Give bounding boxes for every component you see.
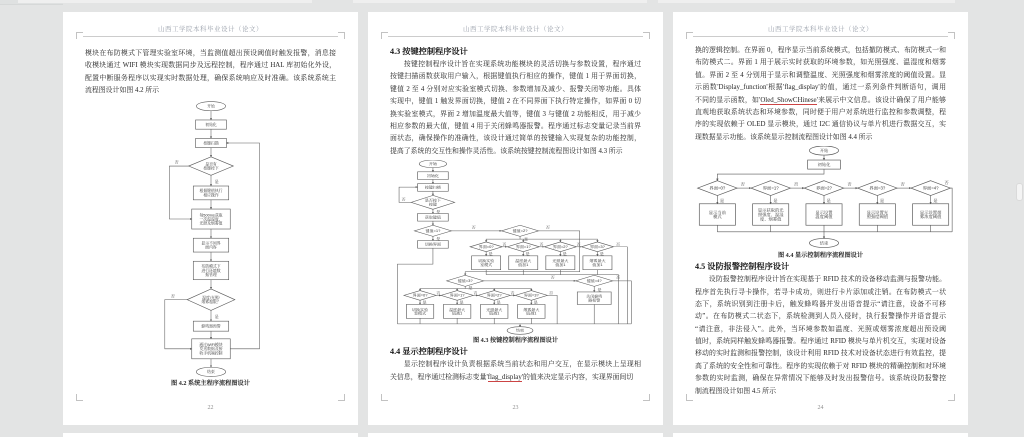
- svg-text:根据键值执行相应操作: 根据键值执行相应操作: [199, 188, 222, 197]
- svg-text:界面=0?: 界面=0?: [709, 185, 726, 191]
- body-line: 相应参数的最大值，键值 4 用于关闭蜂鸣器报警。程序通过标志变量记录当前界: [390, 122, 641, 130]
- svg-text:界面=1?: 界面=1?: [515, 245, 531, 250]
- svg-text:是否按下按键: 是否按下按键: [424, 199, 441, 207]
- svg-text:显示设置烟雾浓度阈值: 显示设置烟雾浓度阈值: [919, 209, 942, 220]
- svg-text:是: 是: [533, 301, 538, 305]
- svg-text:是: 是: [467, 286, 472, 291]
- svg-text:否: 否: [509, 291, 514, 296]
- body-line: 态下，系统识别到注册卡后，触发蜂鸣器并发出语音提示“请注意，设备不可移: [695, 300, 946, 308]
- svg-text:界面=2?: 界面=2?: [486, 294, 502, 298]
- page-24[interactable]: [673, 12, 968, 425]
- previous-row-page-strip: [18, 0, 312, 3]
- svg-text:初始化: 初始化: [426, 174, 439, 178]
- body-line: 模块在布防模式下管理实验室环境，当监测值超出预设阈值时触发报警，消息接: [85, 50, 336, 57]
- body-line: 高了系统的安全性和可靠性。程序的实现依赖于对 RFID 模块的精确控制和对环境: [695, 362, 946, 370]
- svg-text:是: 是: [214, 179, 219, 184]
- body-line: 换实验室模式，界面 2 增加温度最大值等，键值 3 与键值 2 功能相反，用于减少: [390, 110, 641, 118]
- page-header: 山西工学院本科毕业设计（论文）: [693, 26, 948, 37]
- svg-text:是: 是: [773, 198, 778, 204]
- svg-text:初始化: 初始化: [204, 122, 217, 127]
- svg-text:按键扫描: 按键扫描: [202, 140, 219, 145]
- svg-text:切换实验室模式: 切换实验室模式: [411, 308, 428, 316]
- svg-text:界面=2?: 界面=2?: [816, 185, 832, 191]
- svg-text:通过WIFI模块发送数据及接收手机端控制: 通过WIFI模块发送数据及接收手机端控制: [198, 342, 223, 355]
- body-line: 直观地获取系统状态和环境参数，同时便于用户对系统进行监控和参数调整，程: [695, 108, 946, 116]
- svg-text:否: 否: [944, 180, 949, 186]
- body-line: 移动的实时监测和报警控制，该设计利用 RFID 技术对设备状态进行有效监控，提: [695, 350, 946, 358]
- body-line: 显示控制程序设计负责根据系统当前状态和用户交互，在显示模块上呈现相: [403, 361, 641, 369]
- svg-text:是: 是: [523, 237, 528, 242]
- body-line: [390, 372, 641, 384]
- svg-text:否: 否: [793, 181, 799, 187]
- svg-text:初始化: 初始化: [817, 162, 831, 168]
- svg-text:是: 是: [525, 252, 530, 257]
- body-text: '的值，通过一系列条件判断语句，调用: [818, 84, 946, 92]
- svg-text:切换界面: 切换界面: [424, 242, 441, 247]
- svg-text:是: 是: [596, 288, 601, 293]
- svg-text:键值=1?: 键值=1?: [425, 229, 440, 234]
- body-line: 面状态，确保操作的准确性，该设计通过简单的按键输入实现复杂的功能控制，: [390, 135, 641, 143]
- svg-text:是: 是: [435, 210, 440, 214]
- svg-text:否: 否: [174, 160, 179, 165]
- page-header: 山西工学院本科毕业设计（论文）: [83, 26, 338, 37]
- page-22[interactable]: [63, 12, 358, 425]
- svg-text:否: 否: [545, 226, 550, 230]
- svg-text:否: 否: [435, 291, 440, 296]
- svg-text:否: 否: [900, 181, 905, 187]
- margin-mark-icon: [76, 394, 83, 401]
- svg-text:否: 否: [471, 226, 476, 230]
- margin-mark-icon: [338, 394, 345, 401]
- body-line: 布防模式二。界面 1 用于展示实时获取的环境参数，如光照强度、温湿度和烟雾: [695, 59, 946, 67]
- previous-row-page-strip: [658, 0, 955, 3]
- svg-text:是: 是: [599, 252, 604, 257]
- page-number: 22: [207, 405, 214, 411]
- svg-text:显示当前模式: 显示当前模式: [708, 209, 726, 220]
- svg-text:结束: 结束: [206, 369, 215, 374]
- svg-text:切换实验室模式: 切换实验室模式: [477, 259, 494, 267]
- page-content: [390, 45, 641, 384]
- figure-4-3-key-control-flowchart: [390, 160, 641, 335]
- svg-text:键值=2?: 键值=2?: [512, 229, 527, 234]
- svg-text:显示不同界面内容: 显示不同界面内容: [200, 241, 221, 250]
- svg-text:蜂鸣器预警: 蜂鸣器预警: [200, 324, 221, 329]
- svg-text:每500ms获取一次温湿度、光照及烟雾值: 每500ms获取一次温湿度、光照及烟雾值: [198, 212, 223, 226]
- svg-text:界面=1?: 界面=1?: [762, 185, 779, 191]
- svg-text:界面=2?: 界面=2?: [552, 245, 568, 250]
- margin-mark-icon: [338, 32, 345, 39]
- svg-text:烟雾最大值加1: 烟雾最大值加1: [588, 259, 605, 267]
- page-number: 23: [512, 405, 519, 411]
- next-row-page-strip: [63, 433, 358, 437]
- svg-text:开始: 开始: [819, 148, 829, 154]
- section-heading-4-3: 4.3 按键控制程序设计: [390, 47, 468, 56]
- margin-mark-icon: [381, 394, 388, 401]
- svg-text:否: 否: [548, 291, 553, 296]
- body-line: 流程图设计如图 4.2 所示: [85, 87, 160, 95]
- vertical-scrollbar-thumb[interactable]: [1016, 183, 1023, 201]
- svg-text:是否有按键按下: 是否有按键按下: [202, 161, 219, 171]
- page-number: 24: [817, 405, 824, 411]
- code-token: flag_display: [784, 84, 819, 92]
- svg-text:界面=0?: 界面=0?: [478, 245, 494, 250]
- svg-text:是: 是: [879, 198, 885, 204]
- svg-text:是: 是: [562, 252, 567, 257]
- svg-text:界面=0?: 界面=0?: [412, 294, 427, 298]
- margin-mark-icon: [948, 394, 955, 401]
- svg-text:是: 是: [719, 198, 725, 204]
- svg-text:是: 是: [826, 198, 831, 204]
- svg-text:光照最大值加1: 光照最大值加1: [551, 259, 568, 267]
- margin-mark-icon: [643, 394, 650, 401]
- svg-text:烟雾最大值减1: 烟雾最大值减1: [522, 308, 539, 316]
- svg-text:是: 是: [933, 198, 938, 204]
- body-line: 按键扫描函数获取用户输入，根据键值执行相应的操作，键值 1 用于界面切换，: [390, 73, 641, 81]
- page-content: [85, 48, 336, 388]
- svg-text:键值=4?: 键值=4?: [586, 279, 602, 284]
- svg-text:否: 否: [501, 242, 506, 247]
- svg-text:显示获取的光照强度、温湿度、烟雾值: 显示获取的光照强度、温湿度、烟雾值: [757, 207, 784, 222]
- body-line: “请注意，非法侵入”。此外，当环境参数如温度、光照或烟雾浓度超出预设阈: [695, 325, 946, 333]
- body-line: 实现中，键值 1 触发界面切换，键值 2 在不同界面下执行特定操作，如界面 0 切: [390, 98, 641, 106]
- svg-text:否: 否: [550, 276, 555, 280]
- margin-mark-icon: [686, 394, 693, 401]
- figure-4-3-caption: 图 4.3 按键控制程序流程图设计: [472, 337, 559, 345]
- body-line: 收模块通过 WIFI 模块实现数据同步及远程控制，程序通过 HAL 库初始化外设，: [85, 62, 336, 70]
- figure-4-2-main-flowchart: [85, 100, 336, 378]
- body-line: 制流程图设计如图 4.5 所示: [695, 387, 776, 395]
- body-line: 值。界面 2 至 4 分别用于显示和调整温度、光照强度和烟雾浓度的阈值设置。显: [695, 71, 946, 79]
- body-text: '来展示中文信息。该设计确保了用户能够: [816, 96, 946, 104]
- body-text: '根据': [766, 84, 785, 92]
- svg-text:关闭蜂鸣器报警: 关闭蜂鸣器报警: [585, 294, 602, 303]
- svg-text:开始: 开始: [428, 162, 437, 167]
- svg-text:按键扫描: 按键扫描: [424, 186, 441, 190]
- svg-text:温度最大值减1: 温度最大值减1: [448, 308, 465, 316]
- body-text: '的值来决定显示内容，实现界面间切: [521, 373, 634, 381]
- margin-mark-icon: [686, 32, 693, 39]
- svg-text:界面=1?: 界面=1?: [449, 294, 465, 298]
- margin-mark-icon: [381, 32, 388, 39]
- spellcheck-flagged-token: Oled_ShowCHinese: [760, 96, 817, 104]
- svg-text:布防模式下进行环境数据管理: 布防模式下进行环境数据管理: [200, 264, 221, 277]
- section-heading-4-4: 4.4 显示控制程序设计: [390, 347, 468, 357]
- margin-mark-icon: [643, 32, 650, 39]
- svg-text:否: 否: [575, 242, 581, 247]
- margin-mark-icon: [76, 32, 83, 39]
- svg-text:否: 否: [847, 181, 852, 187]
- svg-text:结束: 结束: [819, 240, 829, 246]
- page-content: [695, 45, 949, 398]
- body-line: 按键控制程序设计旨在实现系统功能模块的灵活切换与参数设置，程序通过: [403, 61, 641, 68]
- body-line: 提高了系统的交互性和操作灵活性。该系统按键控制流程图设计如图 4.3 所示: [390, 147, 623, 155]
- svg-text:界面=3?: 界面=3?: [523, 294, 539, 298]
- body-text: 不同的显示函数，如': [695, 96, 761, 104]
- section-heading-4-5: 4.5 设防报警控制程序设计: [695, 262, 790, 272]
- svg-text:是: 是: [488, 252, 493, 257]
- body-line: 设防报警控制程序设计旨在实现基于 RFID 技术的设备移动监测与报警功能。: [708, 276, 946, 284]
- previous-row-page-strip: [353, 0, 647, 3]
- svg-text:界面=4?: 界面=4?: [922, 185, 939, 191]
- next-row-page-strip: [673, 433, 968, 437]
- svg-text:开始: 开始: [206, 104, 215, 109]
- svg-text:显示设置光照强度阈值: 显示设置光照强度阈值: [866, 209, 889, 220]
- spellcheck-flagged-token: flag_display: [487, 373, 522, 381]
- svg-text:否: 否: [615, 276, 620, 280]
- body-line: 值时，系统同样触发蜂鸣器报警。程序通过 RFID 模块与单片机交互，实现对设备: [695, 338, 946, 346]
- body-line: 动”。在布防模式二状态下，系统检测到人员入侵时，执行报警操作并语音提示: [695, 313, 946, 321]
- svg-text:键值=3?: 键值=3?: [457, 279, 473, 284]
- svg-text:是: 是: [214, 314, 219, 319]
- svg-text:否: 否: [538, 242, 543, 247]
- svg-text:否: 否: [615, 242, 620, 247]
- svg-text:是: 是: [421, 301, 426, 305]
- body-line: 键值 2 至 4 分别对应实验室模式切换、参数增加及减少、报警关闭等功能。具体: [390, 85, 641, 93]
- body-line: 现数据显示功能。该系统显示控制流程图设计如图 4.4 所示: [695, 133, 873, 141]
- body-line: 序的实现依赖于 OLED 显示模块，通过 I2C 通信协议与单片机进行数据交互，实: [695, 121, 946, 129]
- svg-text:否: 否: [740, 181, 745, 187]
- svg-text:否: 否: [472, 291, 477, 296]
- svg-text:是: 是: [435, 237, 440, 241]
- next-row-page-strip: [368, 433, 663, 437]
- svg-text:温度/光照/烟雾超限？: 温度/光照/烟雾超限？: [200, 295, 221, 304]
- body-text: 示函数': [695, 84, 719, 92]
- page-23[interactable]: [368, 12, 663, 425]
- svg-text:结束: 结束: [515, 329, 524, 333]
- figure-4-2-caption: 图 4.2 系统主程序流程图设计: [171, 379, 250, 387]
- svg-text:温度最大值加1: 温度最大值加1: [514, 259, 531, 267]
- svg-text:否: 否: [170, 293, 175, 298]
- figure-4-4-caption: 图 4.4 显示控制程序流程图设计: [777, 252, 864, 260]
- body-line: 配置中断服务程序以实现实时数据处理，确保系统响应及时准确。该系统系统主: [85, 74, 336, 82]
- figure-4-4-display-flowchart: [695, 146, 949, 250]
- body-line: 换的逻辑控制。在界面 0，程序显示当前系统模式，包括撤防模式、布防模式一和: [695, 47, 946, 54]
- svg-text:显示设置温度阈值: 显示设置温度阈值: [815, 209, 833, 220]
- body-text: 关信息，程序通过检测标志变量': [390, 373, 488, 381]
- svg-text:是: 是: [459, 301, 464, 305]
- svg-text:界面=3?: 界面=3?: [869, 185, 886, 191]
- svg-text:是: 是: [496, 301, 501, 305]
- body-line: [695, 95, 946, 107]
- code-token: Display_function: [718, 84, 767, 92]
- svg-text:界面=3?: 界面=3?: [589, 245, 605, 250]
- body-line: 参数的实时监测，确保在异常情况下能够及时发出报警信号。该系统设防报警控: [695, 375, 946, 383]
- margin-mark-icon: [948, 32, 955, 39]
- svg-text:获取键值: 获取键值: [424, 215, 441, 220]
- svg-text:光照最大值减1: 光照最大值减1: [485, 308, 502, 316]
- body-line: [695, 82, 946, 94]
- svg-text:否: 否: [400, 197, 406, 202]
- body-line: 程序首先执行寻卡操作，若寻卡成功，则进行卡片添加或注销。在布防模式一状: [695, 288, 946, 296]
- page-header: 山西工学院本科毕业设计（论文）: [388, 26, 643, 37]
